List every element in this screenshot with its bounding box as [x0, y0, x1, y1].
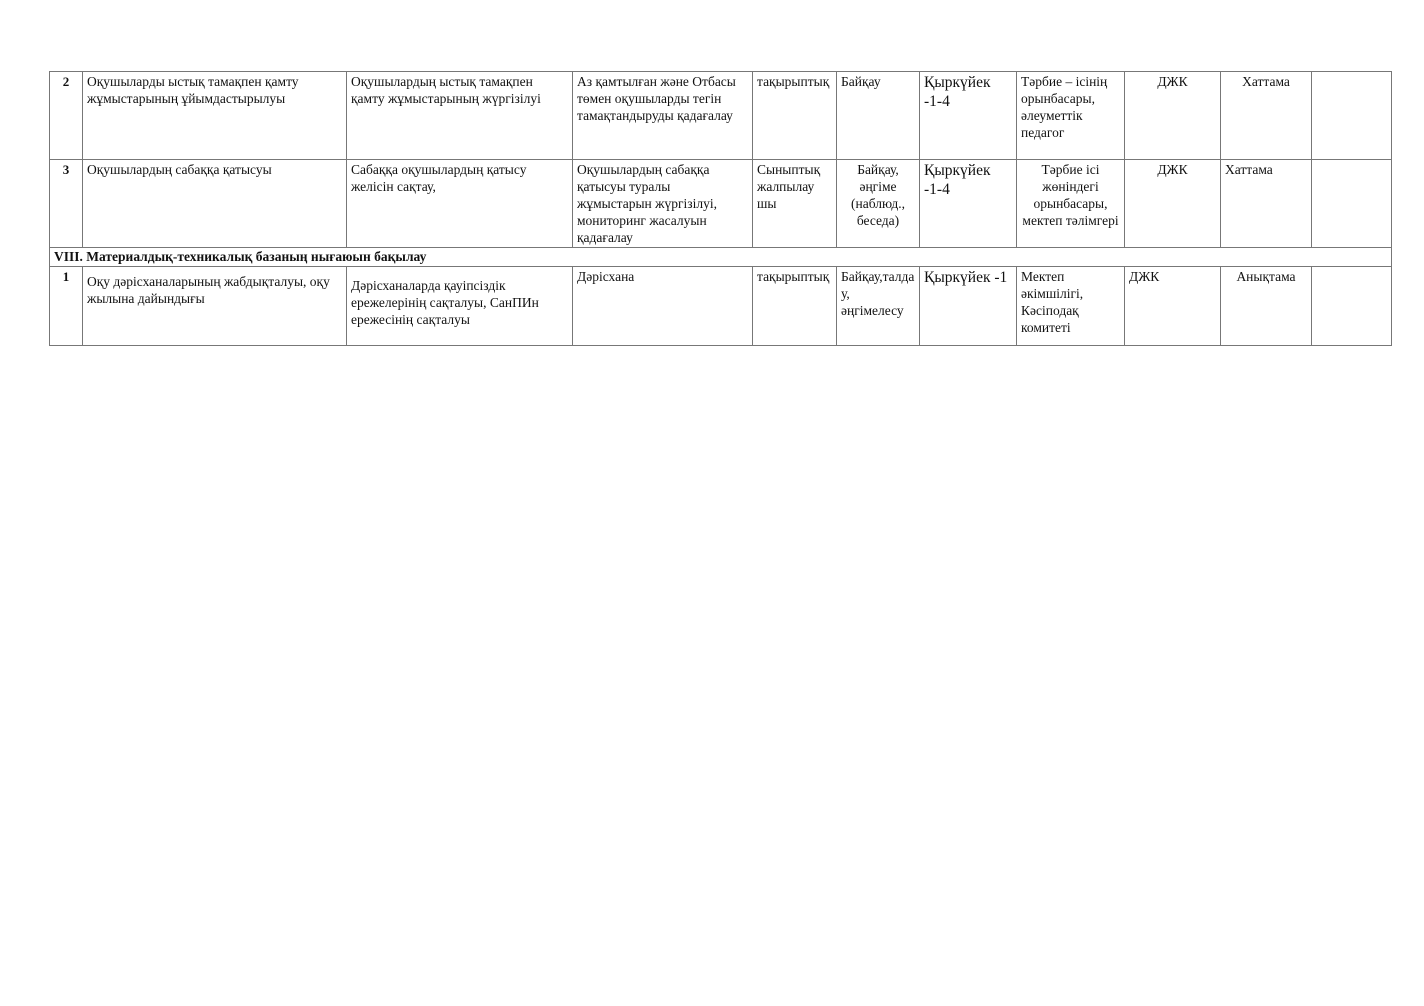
control-method-cell: Байқау,талдау, әңгімелесу	[837, 267, 920, 346]
review-place-cell: ДЖК	[1125, 160, 1221, 248]
extra-cell	[1312, 72, 1392, 160]
result-cell: Хаттама	[1221, 160, 1312, 248]
control-content-cell: Аз қамтылған және Отбасы төмен оқушыларды тегін тамақтандыруды қадағалау	[573, 72, 753, 160]
table-row	[50, 72, 1392, 160]
control-content-cell: Оқушылардың сабаққа қатысуы туралы жұмыстарын жүргізілуі, мониторинг жасалуын қадағалау	[573, 160, 753, 248]
control-method-cell: Байқау, әңгіме (наблюд., беседа)	[837, 160, 920, 248]
extra-cell	[1312, 267, 1392, 346]
control-type-cell: Сыныптық жалпылау шы	[753, 160, 837, 248]
extra-cell	[1312, 160, 1392, 248]
control-purpose-cell: Оқушылардың ыстық тамақпен қамту жұмыстарының жүргізілуі	[347, 72, 573, 160]
responsible-cell: Мектеп әкімшілігі, Кәсіподақ комитеті	[1017, 267, 1125, 346]
table-row	[50, 267, 1392, 346]
review-place-cell: ДЖК	[1125, 72, 1221, 160]
control-period-cell: Қыркүйек -1-4	[920, 160, 1017, 248]
table-row	[50, 160, 1392, 248]
row-number: 1	[50, 267, 83, 346]
control-type-cell: тақырыптық	[753, 72, 837, 160]
control-method-cell: Байқау	[837, 72, 920, 160]
control-purpose-cell: Сабаққа оқушылардың қатысу желісін сақтау,	[347, 160, 573, 248]
result-cell: Анықтама	[1221, 267, 1312, 346]
control-type-cell: тақырыптық	[753, 267, 837, 346]
control-period-cell: Қыркүйек -1	[920, 267, 1017, 346]
control-purpose-cell: Дәрісханаларда қауіпсіздік ережелерінің сақталуы, СанПИн ережесінің сақталуы	[347, 267, 573, 346]
control-period-cell: Қыркүйек -1-4	[920, 72, 1017, 160]
result-cell: Хаттама	[1221, 72, 1312, 160]
row-number: 3	[50, 160, 83, 248]
control-content-cell: Дәрісхана	[573, 267, 753, 346]
review-place-cell: ДЖК	[1125, 267, 1221, 346]
section-title: VIII. Материалдық-техникалық базаның нығаюын бақылау	[50, 248, 1392, 267]
control-object-cell: Оқушыларды ыстық тамақпен қамту жұмыстарының ұйымдастырылуы	[83, 72, 347, 160]
control-plan-table	[49, 71, 1392, 346]
responsible-cell: Тәрбие – ісінің орынбасары, әлеуметтік педагог	[1017, 72, 1125, 160]
responsible-cell: Тәрбие ісі жөніндегі орынбасары, мектеп тәлімгері	[1017, 160, 1125, 248]
control-object-cell: Оқу дәрісханаларының жабдықталуы, оқу жылына дайындығы	[83, 267, 347, 346]
row-number: 2	[50, 72, 83, 160]
section-header-row	[50, 248, 1392, 267]
control-object-cell: Оқушылардың сабаққа қатысуы	[83, 160, 347, 248]
